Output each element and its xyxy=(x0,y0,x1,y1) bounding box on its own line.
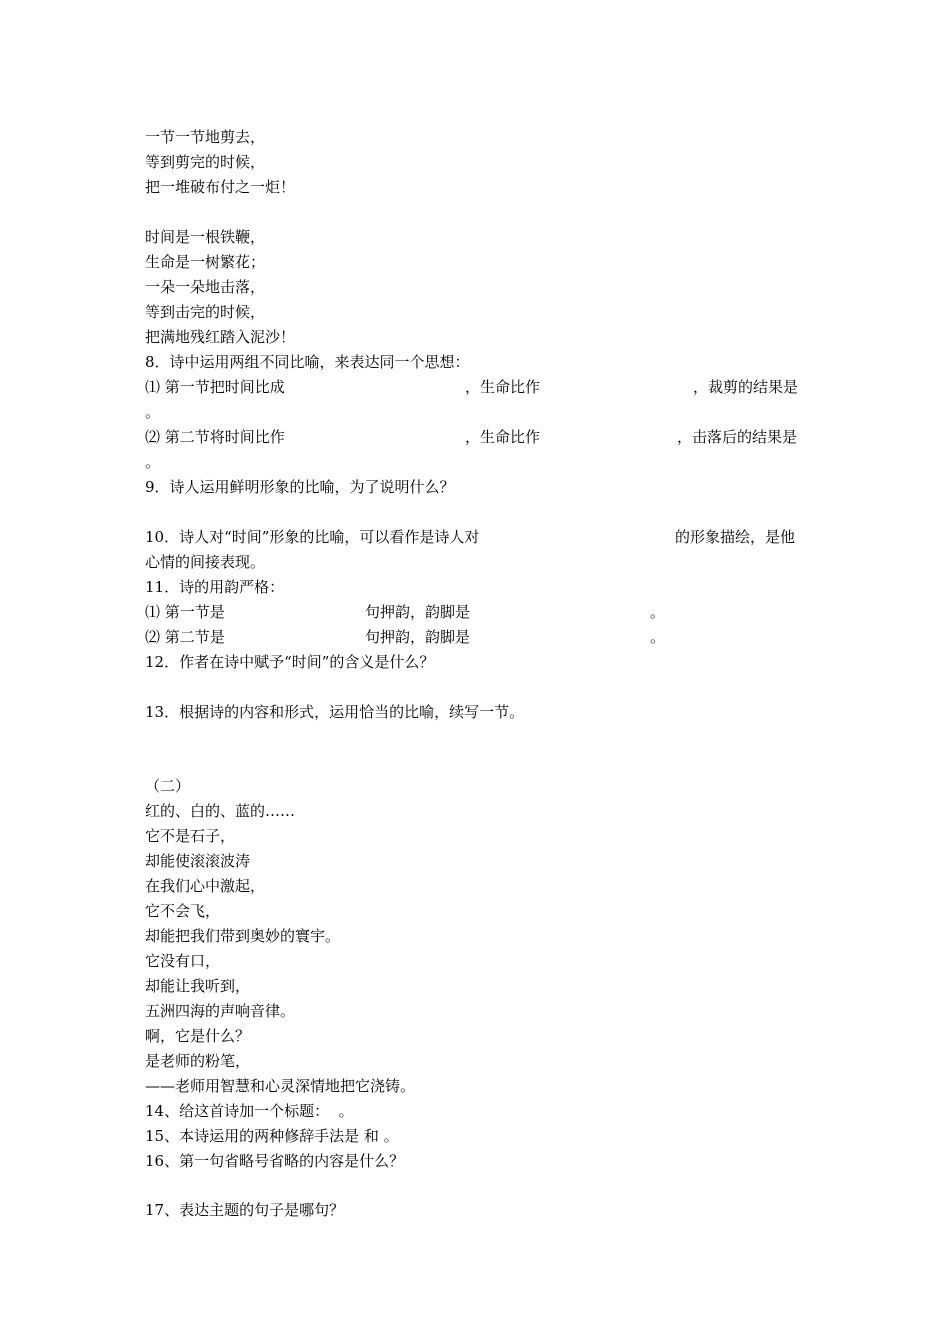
q11-p1-text-b: 句押韵，韵脚是 xyxy=(365,603,471,621)
poem-2-line: 却能让我听到， xyxy=(145,977,251,995)
question-11-part-2 xyxy=(145,627,810,647)
q8-p2-text-c: ，击落后的结果是 xyxy=(677,428,798,446)
poem-line: 把一堆破布付之一炬！ xyxy=(145,178,296,196)
poem-2-line: 它没有口， xyxy=(145,952,221,970)
question-9: 9．诗人运用鲜明形象的比喻，为了说明什么？ xyxy=(145,478,455,496)
q8-p1-text-a: ⑴ 第一节把时间比成 xyxy=(145,378,285,396)
poem-2-line: 它不会飞， xyxy=(145,902,221,920)
section-2-heading: （二） xyxy=(145,777,191,795)
q11-p1-text-c: 。 xyxy=(650,603,666,621)
q8-p1-text-b: ，生命比作 xyxy=(465,378,541,396)
question-14: 14、给这首诗加一个标题： 。 xyxy=(145,1102,354,1120)
q8-p2-end: 。 xyxy=(145,453,161,471)
poem-line: 一朵一朵地击落， xyxy=(145,278,266,296)
q10-text-a: 10．诗人对“时间”形象的比喻，可以看作是诗人对 xyxy=(145,528,480,546)
question-8-stem: 8．诗中运用两组不同比喻，来表达同一个思想： xyxy=(145,353,470,371)
poem-2-line: 它不是石子， xyxy=(145,827,236,845)
q8-p1-text-c: ，裁剪的结果是 xyxy=(693,378,799,396)
poem-line: 等到剪完的时候， xyxy=(145,153,266,171)
poem-2-line: 五洲四海的声响音律。 xyxy=(145,1002,296,1020)
q8-p1-end: 。 xyxy=(145,403,161,421)
poem-2-line: 却能使滚滚波涛 xyxy=(145,852,251,870)
q11-p2-text-a: ⑵ 第二节是 xyxy=(145,628,225,646)
poem-2-line: 啊，它是什么？ xyxy=(145,1027,251,1045)
q11-p2-text-b: 句押韵，韵脚是 xyxy=(365,628,471,646)
poem-2-line: 是老师的粉笔， xyxy=(145,1052,251,1070)
q11-p1-text-a: ⑴ 第一节是 xyxy=(145,603,225,621)
q11-p2-text-c: 。 xyxy=(650,628,666,646)
poem-line: 把满地残红踏入泥沙！ xyxy=(145,328,296,346)
poem-line: 时间是一根铁鞭， xyxy=(145,228,266,246)
question-11-stem: 11．诗的用韵严格： xyxy=(145,578,285,596)
q10-text-b: 的形象描绘，是他 xyxy=(675,528,796,546)
q8-p2-text-a: ⑵ 第二节将时间比作 xyxy=(145,428,285,446)
question-10-line-2: 心情的间接表现。 xyxy=(145,553,266,571)
poem-2-line: 在我们心中激起， xyxy=(145,877,266,895)
poem-2-line: ——老师用智慧和心灵深情地把它浇铸。 xyxy=(145,1077,416,1095)
question-13: 13．根据诗的内容和形式，运用恰当的比喻，续写一节。 xyxy=(145,703,525,721)
question-8-part-2 xyxy=(145,427,810,447)
question-10-line-1 xyxy=(145,527,810,547)
question-17: 17、表达主题的句子是哪句？ xyxy=(145,1201,345,1219)
poem-line: 等到击完的时候， xyxy=(145,303,266,321)
question-8-part-1 xyxy=(145,377,810,397)
poem-2-line: 却能把我们带到奥妙的寰宇。 xyxy=(145,927,341,945)
q8-p2-text-b: ，生命比作 xyxy=(465,428,541,446)
poem-2-line: 红的、白的、蓝的…… xyxy=(145,802,296,820)
poem-line: 一节一节地剪去， xyxy=(145,128,266,146)
question-12: 12．作者在诗中赋予“时间”的含义是什么？ xyxy=(145,653,435,671)
poem-line: 生命是一树繁花； xyxy=(145,253,266,271)
question-16: 16、第一句省略号省略的内容是什么？ xyxy=(145,1152,405,1170)
question-15: 15、本诗运用的两种修辞手法是 和 。 xyxy=(145,1127,399,1145)
question-11-part-1 xyxy=(145,602,810,622)
